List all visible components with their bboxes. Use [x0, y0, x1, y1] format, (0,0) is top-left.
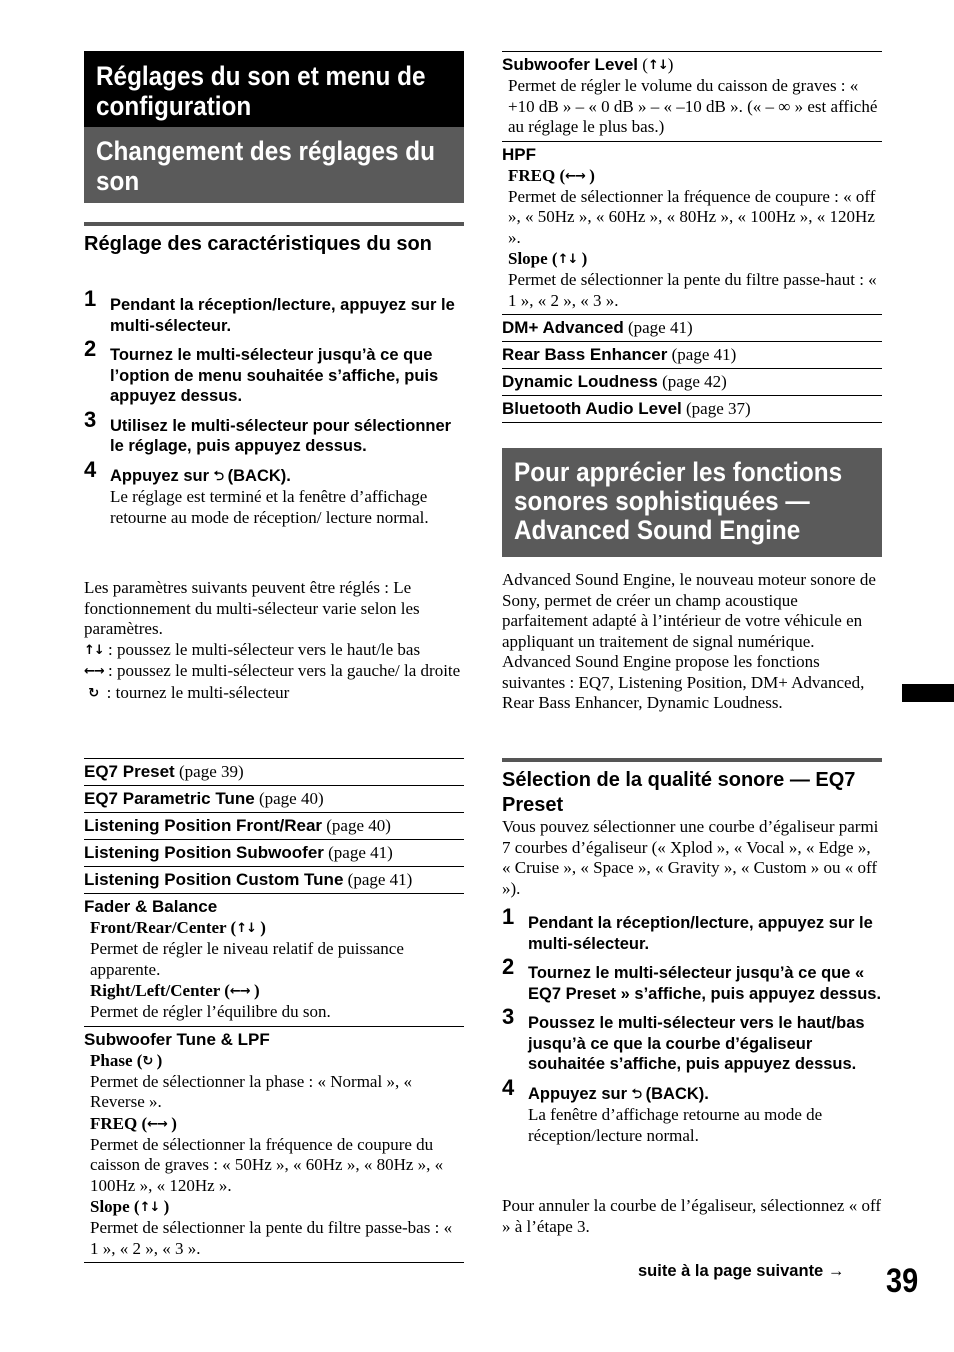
- step-number: 4: [502, 1074, 515, 1100]
- table-row-subtune: Subwoofer Tune & LPF Phase (↻ ) Permet de sélectionner la phase : « Normal », « Reverse ». FREQ (←→ ) Permet de sélectionner la fréquence de coupure du caisson de graves : « 50Hz », « 60Hz », « 80Hz », « 100Hz », « 120Hz ». Slope (↑↓ ) Permet de sélectionner la pente du filtre passe-bas : « 1 », « 2 », « 3 ».: [84, 1026, 464, 1264]
- steps-list: [84, 286, 464, 528]
- eq7-steps: [502, 904, 882, 1146]
- eq7-heading: Sélection de la qualité sonore — EQ7 Preset: [502, 758, 882, 818]
- step-text-back: (BACK).: [645, 1084, 709, 1103]
- banner-title: Réglages du son et menu de configuration: [96, 61, 426, 121]
- step-number: 2: [84, 336, 97, 361]
- settings-table-continued: [502, 51, 882, 423]
- step-number: 1: [84, 286, 97, 311]
- up-down-arrows-icon: ↑↓: [647, 58, 668, 73]
- table-row: DM+ Advanced (page 41): [502, 314, 882, 341]
- rotate-icon: ↻: [88, 685, 99, 701]
- rotate-icon: ↻: [142, 1053, 153, 1069]
- back-icon: ⮌: [631, 1086, 642, 1102]
- table-row: EQ7 Parametric Tune (page 40): [84, 785, 464, 812]
- step-number: 3: [502, 1004, 515, 1029]
- legend-leftright: ←→ : poussez le multi-sélecteur vers la gauche/ la droite: [84, 661, 464, 683]
- step-2: [502, 954, 882, 1004]
- step-detail: Le réglage est terminé et la fenêtre d’affichage retourne au mode de réception/ lecture normal.: [110, 487, 429, 527]
- table-row: Rear Bass Enhancer (page 41): [502, 341, 882, 368]
- page-number: 39: [886, 1262, 919, 1300]
- eq7-intro: Vous pouvez sélectionner une courbe d’égaliseur parmi 7 courbes d’égaliseur (« Xplod », « Vocal », « Edge », « Cruise », « Space », « Gravity », « Custom » ou « off »).: [502, 817, 879, 898]
- ase-banner-title: Pour apprécier les fonctions sonores sophistiquées — Advanced Sound Engine: [514, 457, 843, 545]
- step-number: 4: [84, 456, 97, 482]
- table-row-sublevel: Subwoofer Level (↑↓) Permet de régler le volume du caisson de graves : « +10 dB » – « 0 dB » – « –10 dB ». (« – ∞ » est affiché au réglage le plus bas.): [502, 51, 882, 141]
- ase-description: Advanced Sound Engine, le nouveau moteur sonore de Sony, permet de créer un champ acoustique parfaitement adapté à l’intérieur de votre véhicule en appliquant un traitement de signal numérique. Advanced Sound Engine propose les fonctions suivantes : EQ7, Listening Position, DM+ Advanced, Rear Bass Enhancer, Dynamic Loudness.: [502, 570, 876, 712]
- step-text: Utilisez le multi-sélecteur pour sélectionner le réglage, puis appuyez dessus.: [110, 416, 452, 455]
- cancel-note: Pour annuler la courbe de l’égaliseur, sélectionnez « off » à l’étape 3.: [502, 1196, 881, 1236]
- step-2: [84, 336, 464, 407]
- left-right-arrows-icon: ←→: [229, 984, 250, 999]
- table-row: Listening Position Subwoofer (page 41): [84, 839, 464, 866]
- continued-note: suite à la page suivante →: [638, 1262, 845, 1280]
- left-right-arrows-icon: ←→: [147, 1116, 167, 1132]
- legend-rotate: ↻ : tournez le multi-sélecteur: [84, 683, 464, 705]
- step-detail: La fenêtre d’affichage retourne au mode de réception/lecture normal.: [528, 1105, 823, 1145]
- up-down-arrows-icon: ↑↓: [236, 921, 256, 936]
- intro-block: [84, 578, 464, 704]
- step-number: 1: [502, 904, 515, 929]
- step-text: Pendant la réception/lecture, appuyez sur le multi-sélecteur.: [528, 914, 873, 953]
- step-1: [84, 286, 464, 336]
- table-row: Listening Position Front/Rear (page 40): [84, 812, 464, 839]
- step-text: Poussez le multi-sélecteur vers le haut/bas jusqu’à ce que la courbe d’égaliseur souhaitée s’affiche, puis appuyez dessus.: [528, 1014, 865, 1073]
- subtitle-banner: [84, 127, 464, 203]
- settings-table: [84, 758, 464, 1263]
- table-row-fader: Fader & Balance Front/Rear/Center (↑↓ ) Permet de régler le niveau relatif de puissance apparente. Right/Left/Center (←→ ) Permet de régler l’équilibre du son.: [84, 893, 464, 1026]
- step-3: [502, 1004, 882, 1075]
- up-down-arrows-icon: ↑↓: [557, 252, 578, 267]
- table-row: Listening Position Custom Tune (page 41): [84, 866, 464, 893]
- up-down-arrows-icon: ↑↓: [84, 642, 104, 658]
- step-text: Tournez le multi-sélecteur jusqu’à ce que « EQ7 Preset » s’affiche, puis appuyez dessus.: [528, 964, 882, 1003]
- step-number: 2: [502, 954, 515, 979]
- section-tab-marker: [902, 684, 954, 702]
- legend-updown: ↑↓ : poussez le multi-sélecteur vers le haut/le bas: [84, 640, 464, 662]
- up-down-arrows-icon: ↑↓: [139, 1200, 160, 1215]
- step-4: [84, 456, 464, 529]
- table-row: Bluetooth Audio Level (page 37): [502, 395, 882, 423]
- step-1: [502, 904, 882, 954]
- back-icon: ⮌: [213, 468, 224, 484]
- section-banner: [84, 51, 464, 129]
- ase-banner: [502, 448, 882, 557]
- left-right-arrows-icon: ←→: [565, 168, 585, 184]
- step-text: Tournez le multi-sélecteur jusqu’à ce que l’option de menu souhaitée s’affiche, puis appuyez dessus.: [110, 346, 439, 405]
- section-heading: Réglage des caractéristiques du son: [84, 222, 464, 257]
- step-4: [502, 1074, 882, 1147]
- table-row: EQ7 Preset (page 39): [84, 758, 464, 785]
- step-text-back: (BACK).: [227, 466, 291, 485]
- step-3: [84, 406, 464, 457]
- table-row: Dynamic Loudness (page 42): [502, 368, 882, 395]
- left-right-arrows-icon: ←→: [84, 664, 104, 679]
- step-text: Appuyez sur: [110, 466, 210, 485]
- intro-text: Les paramètres suivants peuvent être réglés : Le fonctionnement du multi-sélecteur varie selon les paramètres.: [84, 578, 420, 638]
- banner-subtitle: Changement des réglages du son: [96, 136, 435, 196]
- arrow-right-icon: →: [827, 1262, 845, 1280]
- table-row-hpf: HPF FREQ (←→ ) Permet de sélectionner la fréquence de coupure : « off », « 50Hz », « 60Hz », « 80Hz », « 100Hz », « 120Hz ». Slope (↑↓ ) Permet de sélectionner la pente du filtre passe-haut : « 1 », « 2 », « 3 ».: [502, 141, 882, 315]
- step-text: Appuyez sur: [528, 1084, 628, 1103]
- step-text: Pendant la réception/lecture, appuyez sur le multi-sélecteur.: [110, 296, 455, 335]
- step-number: 3: [84, 406, 97, 432]
